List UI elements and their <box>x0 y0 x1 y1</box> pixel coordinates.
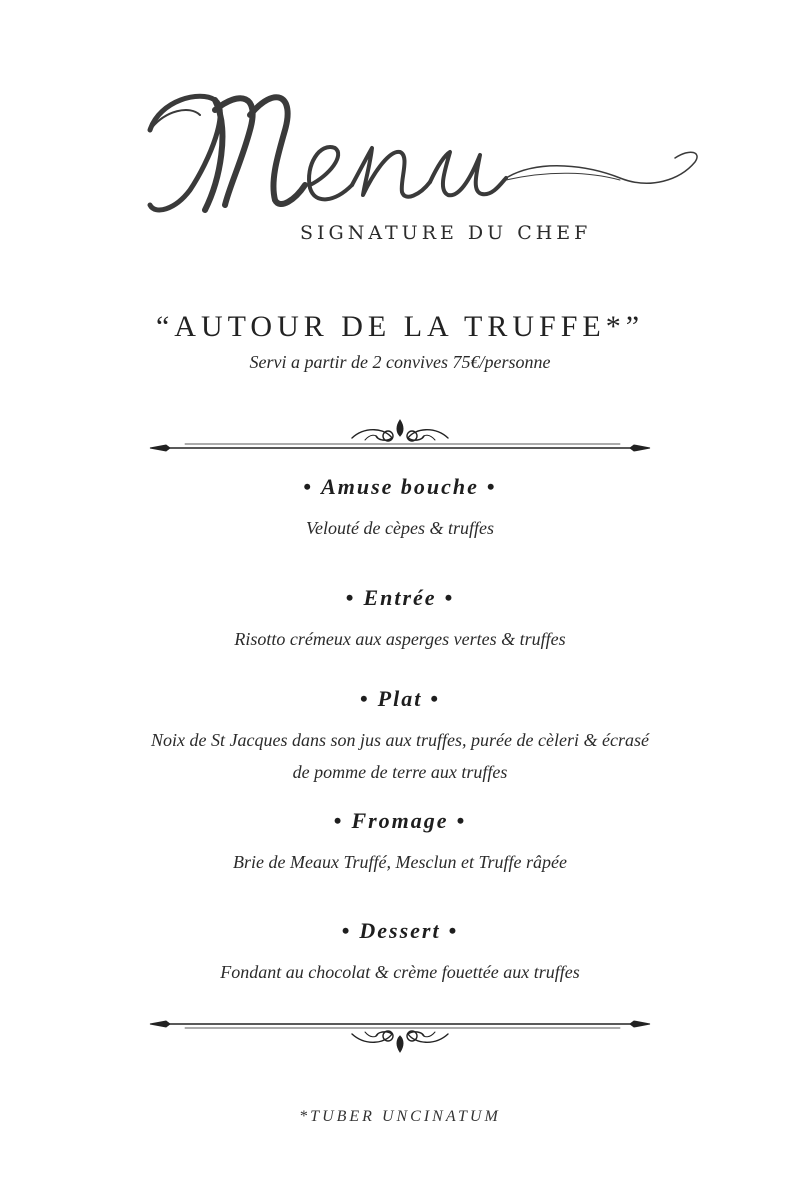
course-description-line: Noix de St Jacques dans son jus aux truffes, purée de cèleri & écrasé <box>151 730 649 750</box>
course-fromage <box>0 806 800 878</box>
course-title: • Fromage • <box>333 808 467 833</box>
course-description <box>0 724 800 788</box>
course-title: • Dessert • <box>341 918 459 943</box>
course-dessert <box>0 916 800 988</box>
course-amuse-bouche <box>0 472 800 544</box>
course-description: Brie de Meaux Truffé, Mesclun et Truffe râpée <box>233 852 567 872</box>
section-subtitle: Servi a partir de 2 convives 75€/personne <box>249 352 551 372</box>
footnote: *TUBER UNCINATUM <box>299 1108 501 1125</box>
course-description: Velouté de cèpes & truffes <box>306 518 494 538</box>
course-entree <box>0 583 800 655</box>
top-divider <box>140 412 660 462</box>
course-description: Risotto crémeux aux asperges vertes & truffes <box>234 629 566 649</box>
course-description-line: de pomme de terre aux truffes <box>292 762 508 782</box>
course-title: • Entrée • <box>345 585 455 610</box>
menu-logo <box>120 70 720 240</box>
course-description: Fondant au chocolat & crème fouettée aux truffes <box>220 962 580 982</box>
ornamental-flourish-divider-icon <box>140 1010 660 1060</box>
bottom-divider <box>140 1010 660 1060</box>
menu-subtitle: SIGNATURE DU CHEF <box>300 222 592 244</box>
section-title: “AUTOUR DE LA TRUFFE*” <box>155 310 645 343</box>
course-title: • Plat • <box>359 686 441 711</box>
course-title: • Amuse bouche • <box>303 474 497 499</box>
ornamental-flourish-divider-icon <box>140 412 660 462</box>
menu-script-logo-icon <box>120 70 720 240</box>
course-plat <box>0 684 800 788</box>
